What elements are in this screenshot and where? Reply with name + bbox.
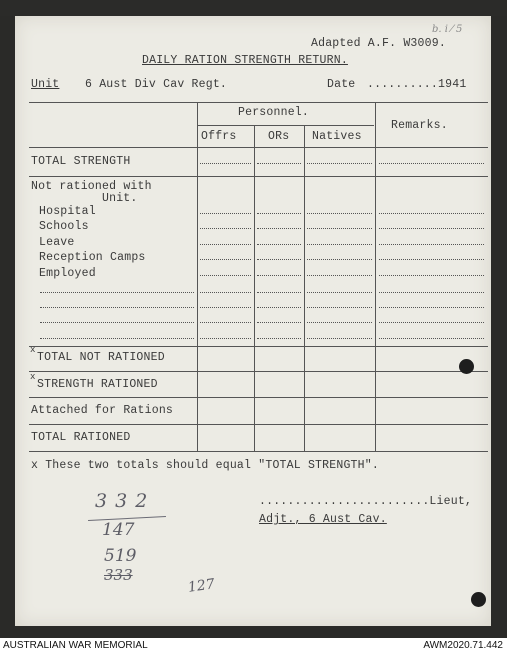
dotted-line: [307, 163, 372, 164]
dotted-line: [257, 213, 301, 214]
date-value: ..........1941: [367, 78, 467, 91]
unit-value: 6 Aust Div Cav Regt.: [85, 78, 228, 91]
dotted-line: [200, 338, 251, 339]
ors-header: ORs: [268, 130, 290, 143]
dotted-line: [307, 213, 372, 214]
personnel-rule: [197, 125, 374, 126]
handwritten-number: 127: [187, 576, 216, 596]
archive-reference: AWM2020.71.442: [423, 640, 503, 651]
dotted-line: [200, 322, 251, 323]
dotted-line: [257, 307, 301, 308]
row-employed: Employed: [39, 267, 96, 280]
dotted-line: [200, 213, 251, 214]
signature-title: [259, 513, 387, 526]
dotted-line: [307, 322, 372, 323]
row-not-rationed-unit: Unit.: [102, 192, 138, 205]
dotted-line: [307, 292, 372, 293]
dotted-line: [379, 259, 484, 260]
signature-line: ........................Lieut,: [259, 495, 473, 508]
dotted-line: [379, 213, 484, 214]
dotted-line: [257, 244, 301, 245]
scan-border: [0, 0, 507, 16]
dotted-line: [257, 163, 301, 164]
row-total-strength: TOTAL STRENGTH: [31, 155, 131, 168]
table-bottom-rule: [29, 451, 488, 452]
dotted-line: [307, 275, 372, 276]
dotted-line: [379, 307, 484, 308]
dotted-line: [379, 228, 484, 229]
dotted-line: [40, 322, 194, 323]
dotted-line: [257, 322, 301, 323]
row-strength-rationed: STRENGTH RATIONED: [37, 378, 158, 391]
row-attached-for-rations: Attached for Rations: [31, 404, 174, 417]
footnote: x These two totals should equal "TOTAL STRENGTH".: [31, 459, 379, 472]
handwritten-number: 147: [102, 520, 135, 540]
header-bottom-rule: [29, 147, 488, 148]
date-label: Date: [327, 78, 356, 91]
natives-header: Natives: [312, 130, 362, 143]
dotted-line: [200, 275, 251, 276]
dotted-line: [200, 228, 251, 229]
not-rationed-rule: [29, 346, 488, 347]
dotted-line: [379, 244, 484, 245]
dotted-line: [257, 228, 301, 229]
dotted-line: [307, 228, 372, 229]
dotted-line: [379, 338, 484, 339]
offrs-header: Offrs: [201, 130, 237, 143]
row-reception-camps: Reception Camps: [39, 251, 146, 264]
x-mark: x: [30, 372, 36, 382]
dotted-line: [200, 259, 251, 260]
total-not-rationed-rule: [29, 371, 488, 372]
archive-caption-bar: [0, 638, 507, 653]
row-hospital: Hospital: [39, 205, 96, 218]
punch-hole: [459, 359, 474, 374]
dotted-line: [200, 163, 251, 164]
punch-hole: [471, 592, 486, 607]
dotted-line: [379, 163, 484, 164]
handwritten-number: 519: [104, 546, 137, 566]
dotted-line: [257, 275, 301, 276]
attached-rule: [29, 424, 488, 425]
archive-name: AUSTRALIAN WAR MEMORIAL: [3, 640, 148, 651]
dotted-line: [200, 292, 251, 293]
form-reference: Adapted A.F. W3009.: [311, 37, 446, 50]
x-mark: x: [30, 345, 36, 355]
row-total-rationed: TOTAL RATIONED: [31, 431, 131, 444]
dotted-line: [307, 259, 372, 260]
remarks-header: Remarks.: [391, 119, 448, 132]
column-divider-2: [254, 125, 255, 451]
dotted-line: [257, 259, 301, 260]
dotted-line: [307, 307, 372, 308]
dotted-line: [200, 244, 251, 245]
corner-annotation: b. i ⁄ 5: [432, 24, 463, 35]
row-leave: Leave: [39, 236, 75, 249]
row-total-not-rationed: TOTAL NOT RATIONED: [37, 351, 165, 364]
dotted-line: [307, 244, 372, 245]
handwritten-number: 3 3 2: [95, 490, 149, 512]
column-divider-4: [375, 102, 376, 451]
dotted-line: [40, 307, 194, 308]
dotted-line: [307, 338, 372, 339]
dotted-line: [257, 292, 301, 293]
column-divider-1: [197, 102, 198, 451]
handwritten-number: 333: [104, 566, 133, 584]
dotted-line: [379, 322, 484, 323]
page-title: DAILY RATION STRENGTH RETURN.: [142, 54, 348, 67]
strength-rationed-rule: [29, 397, 488, 398]
dotted-line: [200, 307, 251, 308]
dotted-line: [379, 275, 484, 276]
signature-title-text: Adjt., 6 Aust Cav.: [259, 513, 387, 526]
table-top-rule: [29, 102, 488, 103]
unit-label: Unit: [31, 78, 60, 91]
total-strength-rule: [29, 176, 488, 177]
column-divider-3: [304, 125, 305, 451]
dotted-line: [40, 338, 194, 339]
dotted-line: [40, 292, 194, 293]
row-not-rationed: Not rationed with: [31, 180, 152, 193]
row-schools: Schools: [39, 220, 89, 233]
personnel-header: Personnel.: [238, 106, 310, 119]
dotted-line: [257, 338, 301, 339]
dotted-line: [379, 292, 484, 293]
